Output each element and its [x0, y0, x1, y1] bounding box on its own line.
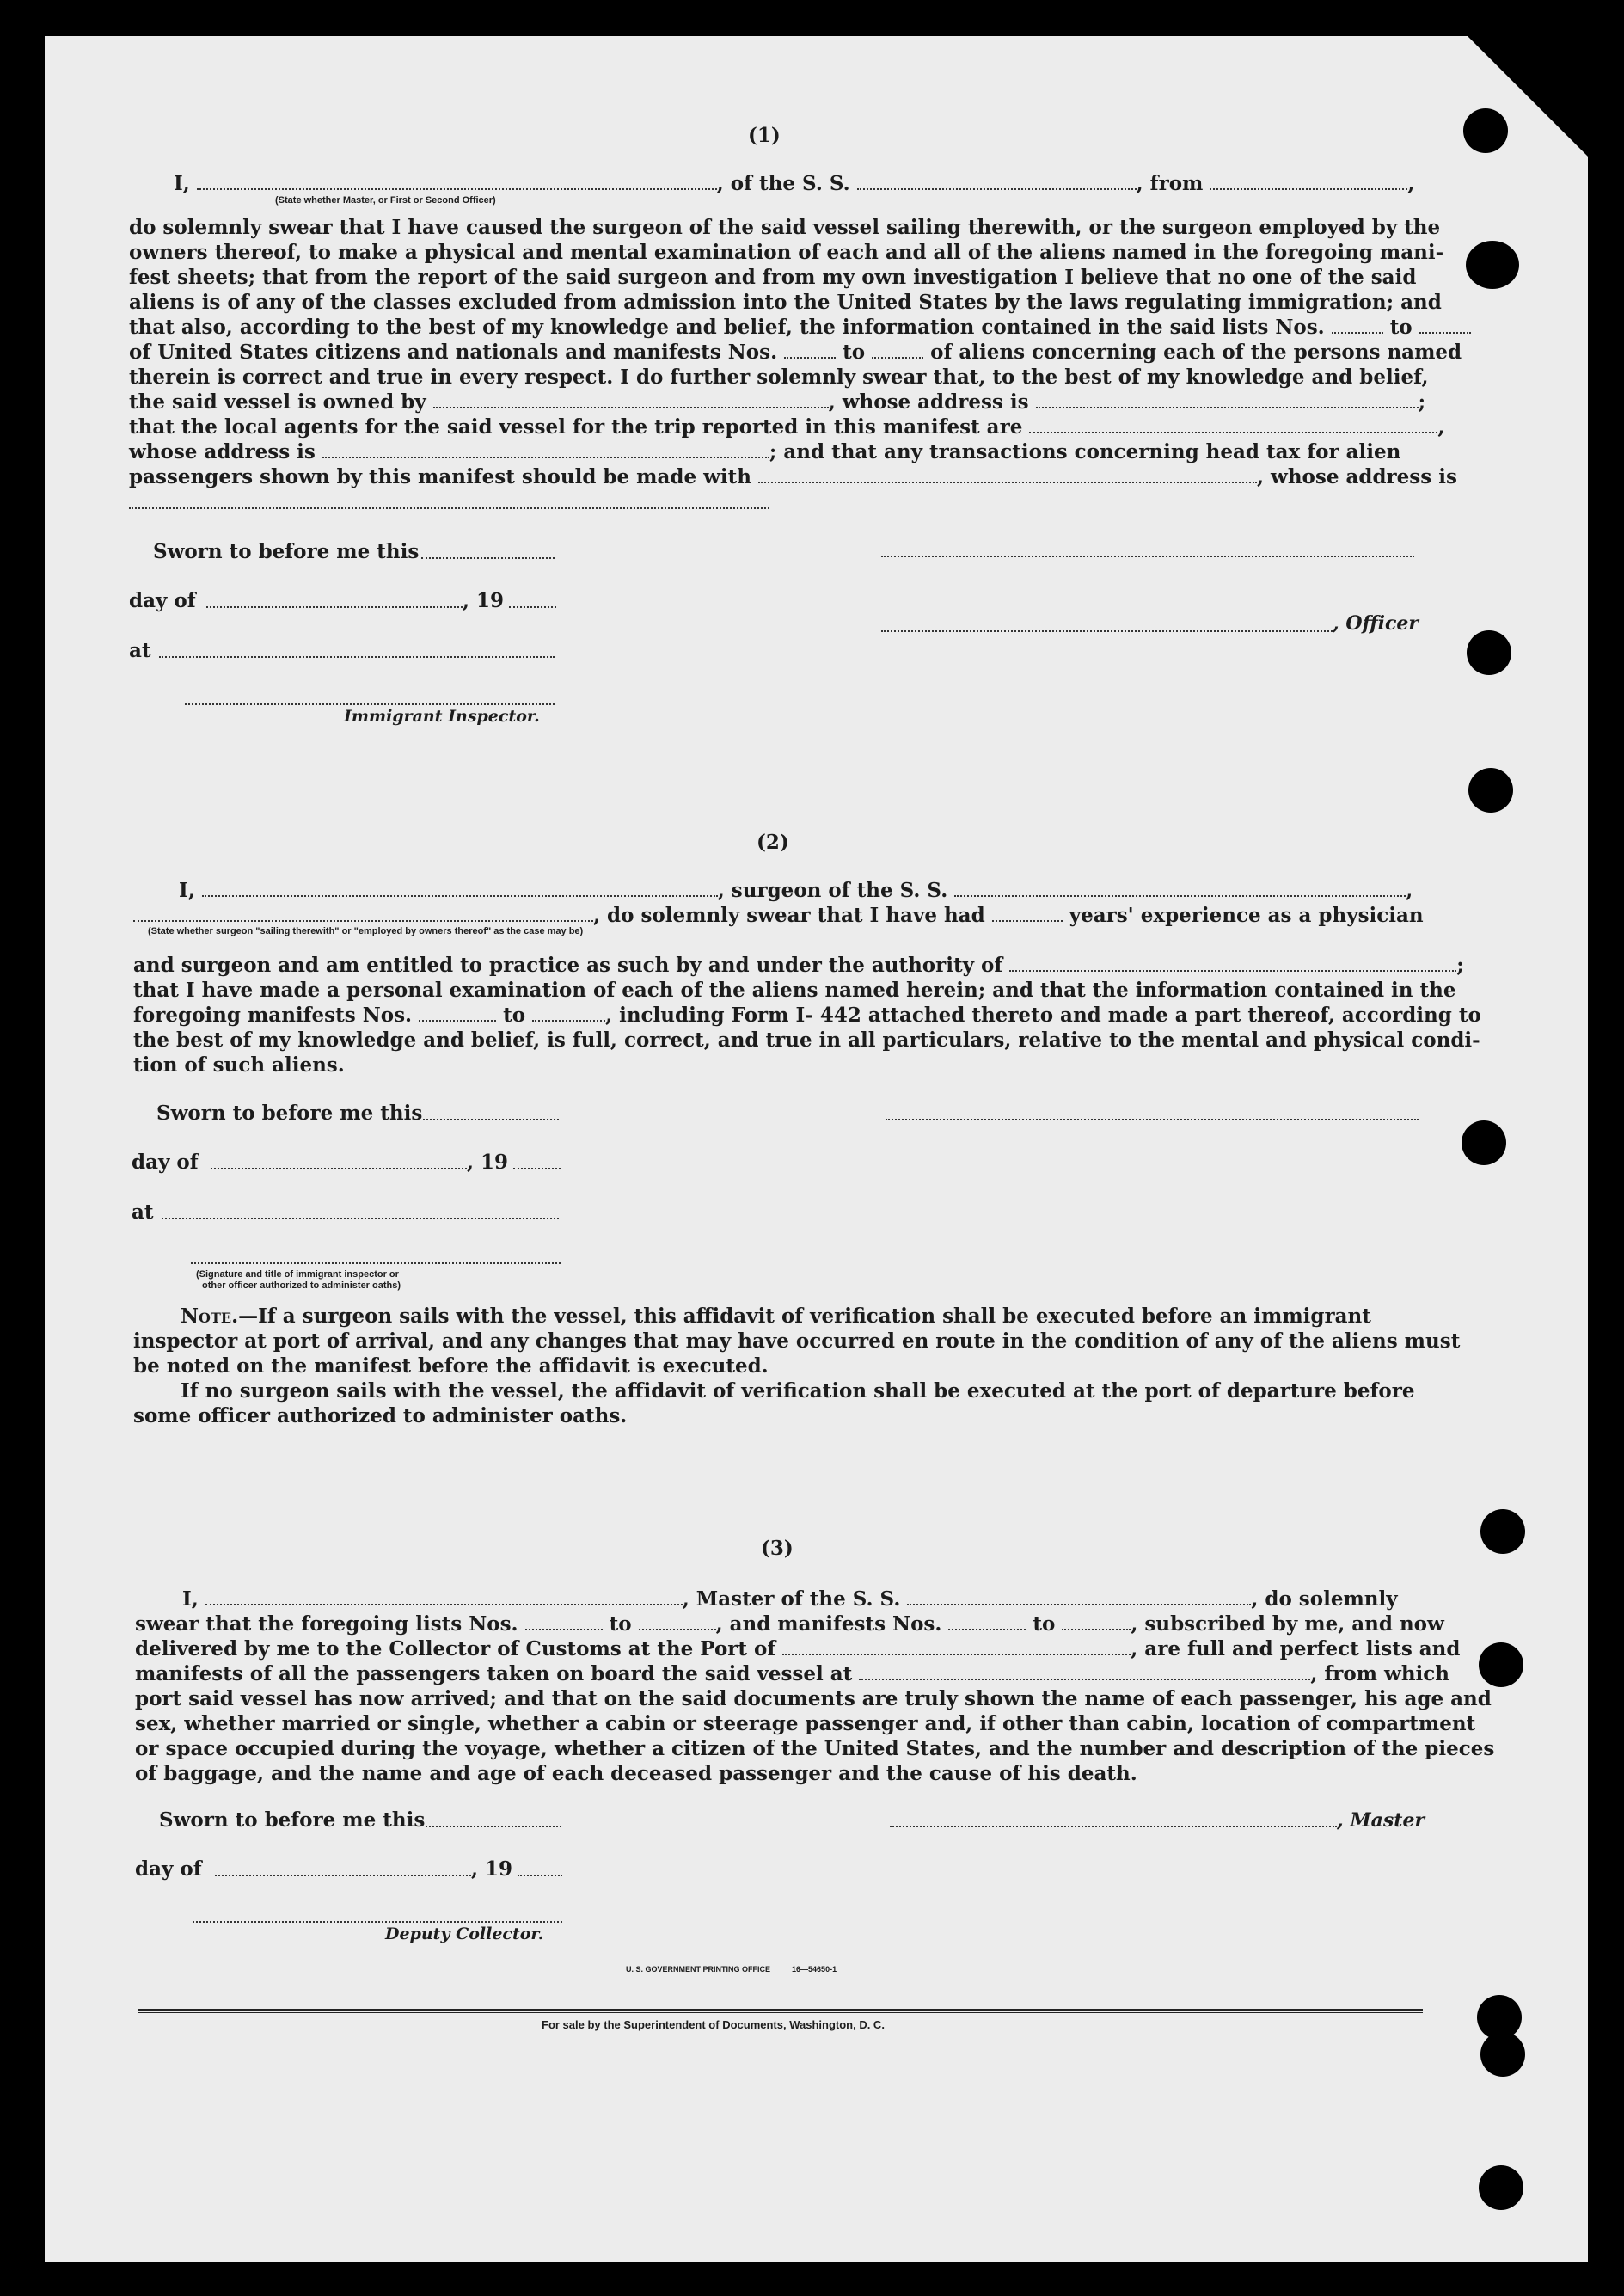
master-name-field[interactable]: [205, 1590, 683, 1605]
s3-foregoing-lists: swear that the foregoing lists Nos.: [135, 1612, 518, 1636]
s1-line-9: [129, 390, 1426, 414]
s1-line-10: [129, 414, 1445, 439]
surgeon-name-field[interactable]: [202, 881, 718, 897]
form-code: 16—54650-1: [792, 1965, 837, 1974]
s1-day-label: day of: [129, 589, 196, 612]
s2-signature-caption-2: other officer authorized to administer oaths): [202, 1280, 401, 1291]
s1-line-7: [129, 340, 1462, 365]
surgeon-status-field[interactable]: [133, 906, 593, 922]
s3-year-label: , 19: [471, 1857, 513, 1881]
s1-aliens-text: of aliens concerning each of the persons named: [930, 341, 1462, 364]
s2-line-1: [179, 878, 1417, 903]
binder-hole: [1462, 1120, 1506, 1165]
s3-manifests-nos: , and manifests Nos.: [715, 1612, 942, 1636]
s3-sworn-date-field[interactable]: [426, 1826, 561, 1827]
s3-to: to: [609, 1612, 632, 1636]
binder-hole: [1480, 1509, 1525, 1554]
s2-foregoing: foregoing manifests Nos.: [133, 1004, 413, 1027]
s3-line-2: [135, 1611, 1444, 1636]
binder-hole: [1480, 2032, 1525, 2077]
s3-do-solemnly: , do solemnly: [1251, 1587, 1398, 1611]
s2-manifests-to-field[interactable]: [532, 1006, 605, 1022]
s1-signature-field[interactable]: [881, 556, 1414, 557]
s1-officer-field[interactable]: [881, 630, 1333, 632]
s2-solemnly: , do solemnly swear that I have had: [593, 904, 985, 927]
s1-at-label: at: [129, 639, 151, 662]
s3-from-which: , from which: [1310, 1662, 1450, 1685]
s2-form-text: , including Form I- 442 attached thereto and made a part thereof, according to: [605, 1004, 1481, 1027]
s3-lists-to-field[interactable]: [639, 1615, 716, 1630]
years-experience-field[interactable]: [992, 906, 1063, 922]
s1-body-line: aliens is of any of the classes excluded from admission into the United States by the laws regulating immigration; and: [129, 291, 1442, 314]
s2-day-field[interactable]: [211, 1168, 467, 1169]
s3-delivered: delivered by me to the Collector of Customs at the Port of: [135, 1637, 776, 1661]
s2-ship-name-field[interactable]: [954, 881, 1406, 897]
s1-body-line: fest sheets; that from the report of the said surgeon and from my own investigation I believe that no one of the said: [129, 266, 1417, 289]
s1-head-tax: ; and that any transactions concerning head tax for alien: [769, 440, 1401, 463]
s1-comma-2: ,: [1437, 415, 1445, 439]
s1-body-line: do solemnly swear that I have caused the surgeon of the said vessel sailing therewith, or the surgeon employed by the: [129, 216, 1441, 239]
s2-sworn-label: Sworn to before me this: [156, 1102, 423, 1125]
s1-inspector-signature-field[interactable]: [185, 703, 555, 705]
agents-address-field[interactable]: [322, 443, 769, 458]
s3-to-2: to: [1033, 1612, 1056, 1636]
s2-surgeon-of-ss: , surgeon of the S. S.: [717, 879, 948, 902]
s1-whose-address: , whose address is: [828, 390, 1029, 414]
s2-line-5: [133, 1003, 1481, 1028]
s3-body-line-last: of baggage, and the name and age of each deceased passenger and the cause of his death.: [135, 1762, 1137, 1785]
s1-passengers-shown: passengers shown by this manifest should be made with: [129, 465, 751, 488]
printer-imprint: [626, 1965, 837, 1974]
s3-body-line: port said vessel has now arrived; and that on the said documents are truly shown the name of each passenger, his age and: [135, 1687, 1492, 1710]
s2-body-line: that I have made a personal examination of each of the aliens named herein; and that the information contained in the: [133, 979, 1456, 1002]
s1-year-field[interactable]: [509, 606, 556, 608]
s1-to: to: [1389, 316, 1413, 339]
s2-signature-field[interactable]: [886, 1119, 1419, 1120]
s2-line-2: [133, 903, 1424, 928]
s1-from: , from: [1136, 172, 1204, 195]
section-1-heading: (1): [748, 124, 781, 147]
s2-at-label: at: [132, 1200, 154, 1224]
immigrant-inspector-label: Immigrant Inspector.: [344, 707, 540, 726]
master-label: , Master: [1337, 1809, 1425, 1832]
s1-lists-text: that also, according to the best of my knowledge and belief, the information contained in the said lists Nos.: [129, 316, 1325, 339]
s3-day-label: day of: [135, 1857, 202, 1881]
s2-at-field[interactable]: [162, 1218, 559, 1219]
note-text: —If a surgeon sails with the vessel, this affidavit of verification shall be executed before an immigrant: [238, 1305, 1371, 1328]
s2-note-line: be noted on the manifest before the affidavit is executed.: [133, 1354, 769, 1378]
s2-note-line: some officer authorized to administer oaths.: [133, 1404, 628, 1427]
s2-signature-caption-1: (Signature and title of immigrant inspector or: [196, 1269, 399, 1280]
s3-master-of-ss: , Master of the S. S.: [682, 1587, 901, 1611]
s3-manifests-from-field[interactable]: [948, 1615, 1026, 1630]
s2-year-field[interactable]: [513, 1168, 561, 1169]
s1-line-12: [129, 464, 1457, 489]
s3-year-field[interactable]: [518, 1875, 562, 1876]
s2-to: to: [503, 1004, 526, 1027]
s1-of-ss: , of the S. S.: [716, 172, 850, 195]
s2-authority-text: and surgeon and am entitled to practice as such by and under the authority of: [133, 954, 1003, 977]
s2-line-3: [133, 953, 1464, 978]
s1-to-2: to: [843, 341, 866, 364]
s1-line-6: [129, 315, 1414, 340]
binder-hole: [1468, 768, 1513, 813]
footer-rule: [138, 2012, 1423, 2013]
s1-year-label: , 19: [463, 589, 505, 612]
s3-line-3: [135, 1636, 1461, 1661]
section-3-heading: (3): [761, 1537, 794, 1560]
s2-note-line-1: [181, 1304, 1423, 1329]
s1-day-field[interactable]: [206, 606, 463, 608]
head-tax-address-field[interactable]: [129, 507, 769, 509]
s3-body-line: sex, whether married or single, whether a cabin or steerage passenger and, if other than cabin, location of compartment: [135, 1712, 1476, 1735]
s2-note-line: inspector at port of arrival, and any changes that may have occurred en route in the condition of any of the aliens must: [133, 1329, 1461, 1353]
officer-label: , Officer: [1333, 612, 1419, 635]
binder-hole: [1479, 2165, 1523, 2210]
sale-notice: For sale by the Superintendent of Documents, Washington, D. C.: [542, 2018, 885, 2031]
binder-hole: [1466, 241, 1519, 289]
s1-body-line: therein is correct and true in every respect. I do further solemnly swear that, to the best of my knowledge and belief,: [129, 365, 1429, 389]
s2-i: I,: [179, 879, 195, 902]
officer-rank-field[interactable]: [197, 175, 717, 190]
s3-day-field[interactable]: [215, 1875, 471, 1876]
head-tax-party-field[interactable]: [758, 468, 1257, 483]
binder-hole: [1463, 108, 1508, 153]
s3-collector-signature-field[interactable]: [193, 1921, 562, 1923]
s1-line-11: [129, 439, 1414, 464]
s3-master-signature-field[interactable]: [890, 1826, 1337, 1827]
ship-name-field[interactable]: [857, 175, 1137, 190]
owner-field[interactable]: [433, 393, 829, 408]
manifests-to-field[interactable]: [872, 343, 923, 359]
boarding-port-field[interactable]: [859, 1665, 1310, 1680]
s3-subscribed: , subscribed by me, and now: [1131, 1612, 1444, 1636]
s3-i: I,: [182, 1587, 199, 1611]
s1-whose-address-3: , whose address is: [1257, 465, 1457, 488]
s3-ship-name-field[interactable]: [907, 1590, 1251, 1605]
manifests-from-field[interactable]: [784, 343, 836, 359]
s1-local-agents: that the local agents for the said vessel for the trip reported in this manifest are: [129, 415, 1023, 439]
s2-body-line: the best of my knowledge and belief, is full, correct, and true in all particulars, relative to the mental and physical condi-: [133, 1028, 1480, 1052]
lists-to-field[interactable]: [1419, 318, 1471, 334]
s2-body-line-last: tion of such aliens.: [133, 1053, 345, 1077]
local-agents-field[interactable]: [1029, 418, 1437, 433]
s1-i: I,: [174, 172, 190, 195]
s3-body-line: or space occupied during the voyage, whether a citizen of the United States, and the number and description of the pieces: [135, 1737, 1495, 1760]
s2-sworn-date-field[interactable]: [423, 1119, 559, 1120]
s1-owned-by: the said vessel is owned by: [129, 390, 426, 414]
footer-rule: [138, 2009, 1423, 2011]
owner-address-field[interactable]: [1036, 393, 1419, 408]
s3-full-perfect: , are full and perfect lists and: [1131, 1637, 1461, 1661]
s1-rank-caption: (State whether Master, or First or Second Officer): [275, 195, 496, 206]
port-field[interactable]: [782, 1640, 1131, 1655]
section-2-heading: (2): [757, 831, 789, 854]
authority-field[interactable]: [1009, 956, 1456, 972]
s1-body-line: owners thereof, to make a physical and mental examination of each and all of the aliens named in the foregoing mani-: [129, 241, 1444, 264]
s3-lists-from-field[interactable]: [525, 1615, 603, 1630]
s1-sworn-date-field[interactable]: [421, 557, 555, 559]
deputy-collector-label: Deputy Collector.: [385, 1925, 544, 1943]
s1-whose-address-2: whose address is: [129, 440, 316, 463]
lists-from-field[interactable]: [1332, 318, 1383, 334]
s2-year-label: , 19: [467, 1151, 509, 1174]
s2-manifests-from-field[interactable]: [419, 1006, 496, 1022]
s3-line-1: [182, 1587, 1424, 1611]
s2-day-label: day of: [132, 1151, 199, 1174]
s1-comma: ,: [1407, 172, 1415, 195]
binder-hole: [1467, 630, 1511, 675]
s1-sworn-label: Sworn to before me this: [153, 540, 420, 563]
printer-name: U. S. GOVERNMENT PRINTING OFFICE: [626, 1965, 771, 1974]
from-port-field[interactable]: [1210, 175, 1407, 190]
s1-at-field[interactable]: [159, 656, 555, 658]
s3-manifests-to-field[interactable]: [1062, 1615, 1131, 1630]
s3-manifests-of-all: manifests of all the passengers taken on board the said vessel at: [135, 1662, 853, 1685]
s3-line-4: [135, 1661, 1450, 1686]
s2-inspector-signature-field[interactable]: [191, 1262, 561, 1264]
s2-note-line: If no surgeon sails with the vessel, the affidavit of verification shall be executed at the port of departure before: [181, 1379, 1415, 1403]
s3-sworn-label: Sworn to before me this: [159, 1808, 426, 1832]
binder-hole: [1479, 1642, 1523, 1687]
s1-semicolon: ;: [1418, 390, 1426, 414]
s1-manifests-text: of United States citizens and nationals and manifests Nos.: [129, 341, 778, 364]
s2-semicolon: ;: [1456, 954, 1464, 977]
note-heading: Note.: [181, 1305, 239, 1328]
s1-line-1: [174, 171, 1415, 196]
s2-years-text: years' experience as a physician: [1069, 904, 1424, 927]
s2-status-caption: (State whether surgeon "sailing therewith" or "employed by owners thereof" as the case may be): [148, 926, 584, 936]
s2-comma: ,: [1406, 879, 1413, 902]
